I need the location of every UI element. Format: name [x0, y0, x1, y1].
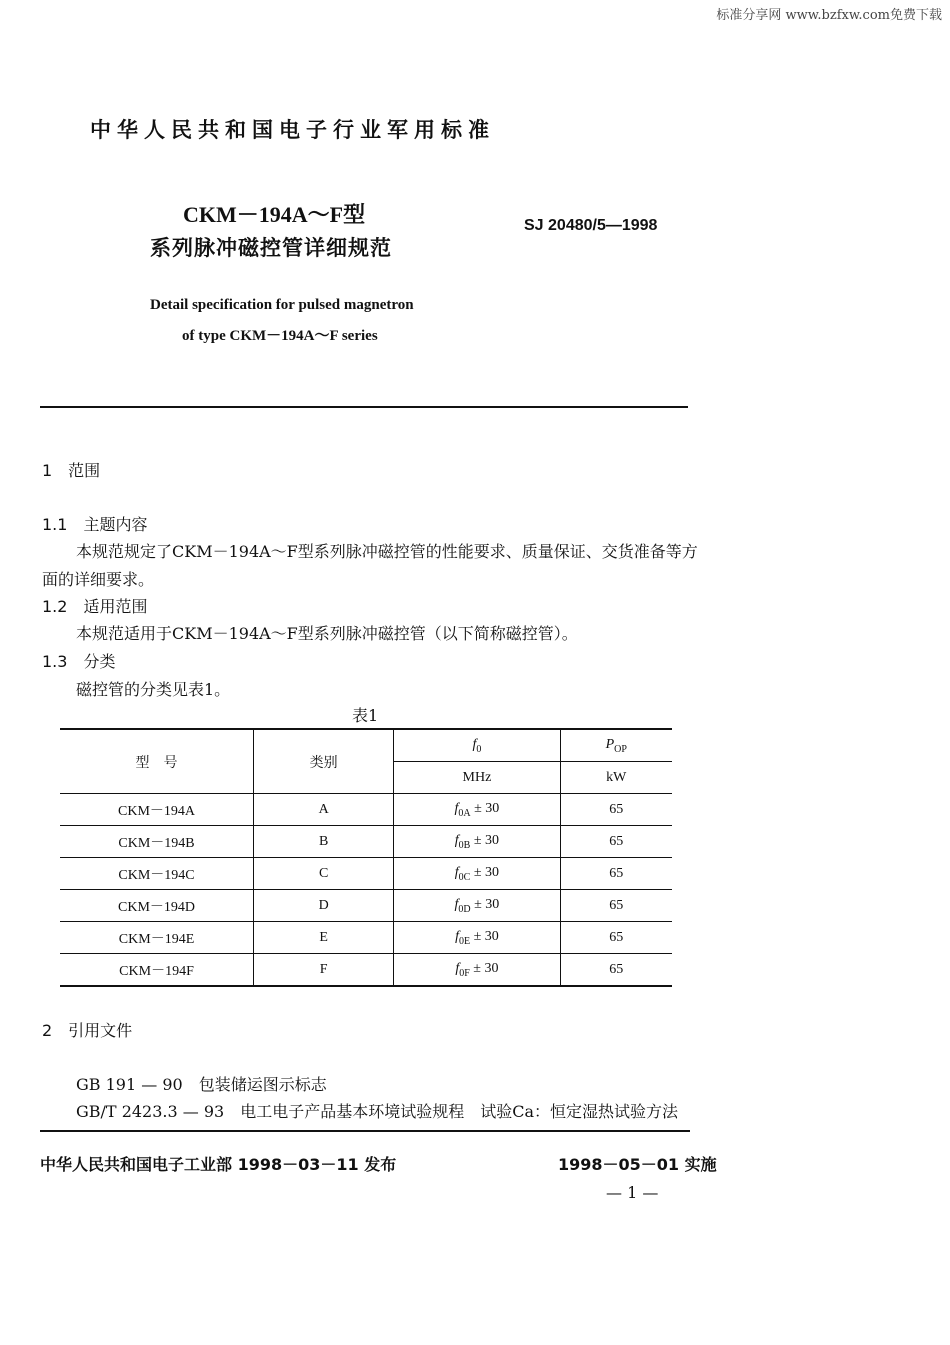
cell-tolerance: ± 30 — [473, 832, 500, 848]
cell-f-symbol: f — [454, 832, 459, 848]
cell-model: CKM－194D — [60, 890, 254, 922]
cell-class: E — [254, 922, 394, 954]
cell-power: 65 — [560, 890, 672, 922]
cell-tolerance: ± 30 — [473, 960, 499, 976]
unit-power: kW — [560, 762, 672, 794]
power-subscript: OP — [614, 743, 627, 755]
table-caption: 表1 — [352, 706, 379, 725]
cell-frequency — [394, 858, 560, 890]
cell-power: 65 — [560, 954, 672, 987]
cell-frequency — [394, 826, 560, 858]
section-1-1-text-a: 本规范规定了CKM－194A～F型系列脉冲磁控管的性能要求、质量保证、交货准备等方 — [76, 542, 698, 561]
english-title-line-1: Detail specification for pulsed magnetron — [150, 297, 414, 313]
reference-item: GB 191 — 90 包装储运图示标志 — [76, 1075, 327, 1094]
cell-f-subscript: 0D — [458, 903, 471, 915]
section-1-2-heading: 1.2 适用范围 — [42, 597, 148, 616]
cell-f-symbol: f — [454, 800, 459, 816]
cell-f-symbol: f — [454, 896, 459, 912]
table-row — [60, 858, 672, 890]
cell-power: 65 — [560, 794, 672, 826]
org-header: 中华人民共和国电子行业军用标准 — [90, 118, 495, 142]
cell-f-subscript: 0B — [458, 839, 471, 851]
page-number: — 1 — — [606, 1183, 659, 1202]
cell-model: CKM－194A — [60, 794, 254, 826]
cell-power: 65 — [560, 858, 672, 890]
table-row — [60, 922, 672, 954]
cell-class: D — [254, 890, 394, 922]
power-symbol: P — [605, 736, 615, 752]
cell-f-symbol: f — [454, 864, 459, 880]
title-line-1: CKM－194A～F型 — [183, 202, 366, 227]
cell-f-symbol: f — [455, 928, 459, 944]
header-divider — [40, 406, 688, 408]
footer-divider — [40, 1130, 690, 1132]
cell-tolerance: ± 30 — [474, 800, 500, 816]
effective-date: 1998－05－01 实施 — [558, 1155, 717, 1174]
cell-frequency — [394, 922, 560, 954]
table-row — [60, 794, 672, 826]
cell-class: F — [254, 954, 394, 987]
section-1-3-text: 磁控管的分类见表1。 — [76, 680, 231, 699]
cell-tolerance: ± 30 — [473, 928, 499, 944]
title-line-2: 系列脉冲磁控管详细规范 — [150, 236, 392, 260]
cell-frequency — [394, 794, 560, 826]
cell-f-subscript: 0F — [459, 967, 470, 979]
section-1-2-text: 本规范适用于CKM－194A～F型系列脉冲磁控管（以下简称磁控管）。 — [76, 624, 578, 643]
section-1-1-text-b: 面的详细要求。 — [42, 570, 155, 589]
cell-tolerance: ± 30 — [474, 896, 500, 912]
freq-symbol: f — [472, 736, 477, 752]
cell-model: CKM－194E — [60, 922, 254, 954]
cell-power: 65 — [560, 922, 672, 954]
standard-code: SJ 20480/5—1998 — [524, 217, 658, 234]
table-row — [60, 890, 672, 922]
issue-date: 中华人民共和国电子工业部 1998－03－11 发布 — [40, 1155, 397, 1174]
cell-model: CKM－194B — [60, 826, 254, 858]
cell-class: C — [254, 858, 394, 890]
cell-f-symbol: f — [455, 960, 460, 976]
cell-frequency — [394, 954, 560, 987]
watermark-text: 标准分享网 www.bzfxw.com免费下载 — [716, 8, 942, 23]
classification-table — [60, 728, 672, 987]
cell-class: A — [254, 794, 394, 826]
cell-power: 65 — [560, 826, 672, 858]
freq-subscript: 0 — [476, 743, 482, 755]
cell-class: B — [254, 826, 394, 858]
section-1-heading: 1 范围 — [42, 461, 101, 480]
header-frequency — [394, 729, 560, 762]
cell-f-subscript: 0C — [458, 871, 471, 883]
table-row — [60, 826, 672, 858]
cell-f-subscript: 0A — [458, 807, 471, 819]
section-2-heading: 2 引用文件 — [42, 1021, 133, 1040]
unit-frequency: MHz — [394, 762, 560, 794]
cell-f-subscript: 0E — [458, 935, 471, 947]
reference-item: GB/T 2423.3 — 93 电工电子产品基本环境试验规程 试验Ca：恒定湿热试验方法 — [76, 1102, 678, 1121]
cell-tolerance: ± 30 — [473, 864, 500, 880]
section-1-1-heading: 1.1 主题内容 — [42, 515, 148, 534]
cell-model: CKM－194C — [60, 858, 254, 890]
header-class: 类别 — [254, 729, 394, 794]
english-title-line-2: of type CKM－194A～F series — [182, 328, 378, 344]
cell-frequency — [394, 890, 560, 922]
table-row — [60, 954, 672, 987]
header-power — [560, 729, 672, 762]
cell-model: CKM－194F — [60, 954, 254, 987]
section-1-3-heading: 1.3 分类 — [42, 652, 116, 671]
header-model: 型 号 — [60, 729, 254, 794]
